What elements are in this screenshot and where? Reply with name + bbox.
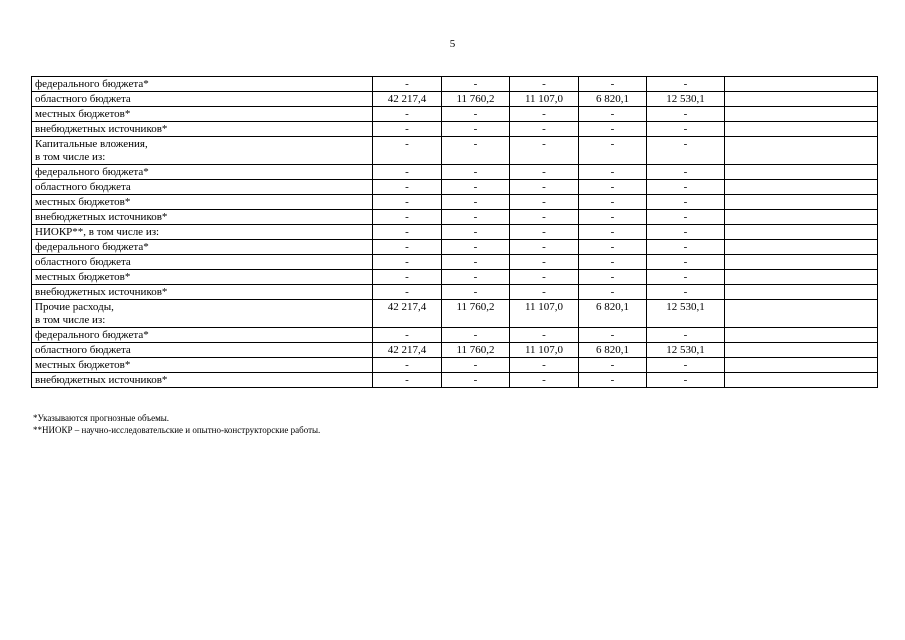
- value-cell: 6 820,1: [579, 343, 647, 358]
- row-label-line: местных бюджетов*: [35, 359, 131, 371]
- value-cell: -: [647, 225, 725, 240]
- table-row: [32, 300, 878, 328]
- footnote: **НИОКР – научно-исследовательские и опытно-конструкторские работы.: [33, 425, 321, 435]
- value-cell: -: [373, 77, 442, 92]
- row-label-line: в том числе из:: [35, 151, 106, 163]
- table-row: [32, 77, 878, 92]
- row-label: [32, 180, 373, 195]
- value-cell: -: [442, 137, 510, 165]
- value-cell: -: [373, 210, 442, 225]
- value-cell: -: [442, 225, 510, 240]
- value-cell: 42 217,4: [373, 343, 442, 358]
- table-row: [32, 328, 878, 343]
- value-cell: -: [579, 165, 647, 180]
- note-cell: [725, 122, 878, 137]
- value-cell: -: [510, 107, 579, 122]
- row-label: [32, 270, 373, 285]
- value-cell: -: [442, 270, 510, 285]
- value-cell: 11 107,0: [510, 300, 579, 328]
- row-label: [32, 77, 373, 92]
- value-cell: -: [442, 255, 510, 270]
- page-number: 5: [449, 38, 456, 50]
- value-cell: 11 760,2: [442, 343, 510, 358]
- note-cell: [725, 240, 878, 255]
- value-cell: -: [442, 240, 510, 255]
- value-cell: -: [579, 210, 647, 225]
- value-cell: 6 820,1: [579, 300, 647, 328]
- row-label: [32, 328, 373, 343]
- value-cell: -: [647, 195, 725, 210]
- value-cell: -: [647, 270, 725, 285]
- row-label-line: внебюджетных источников*: [35, 286, 168, 298]
- row-label: [32, 165, 373, 180]
- value-cell: -: [579, 195, 647, 210]
- value-cell: -: [510, 225, 579, 240]
- value-cell: 42 217,4: [373, 92, 442, 107]
- value-cell: 11 107,0: [510, 92, 579, 107]
- value-cell: -: [510, 240, 579, 255]
- value-cell: -: [510, 165, 579, 180]
- value-cell: -: [373, 373, 442, 388]
- value-cell: 12 530,1: [647, 300, 725, 328]
- value-cell: -: [373, 240, 442, 255]
- value-cell: -: [442, 373, 510, 388]
- value-cell: -: [442, 285, 510, 300]
- value-cell: -: [647, 137, 725, 165]
- value-cell: -: [647, 165, 725, 180]
- value-cell: -: [647, 210, 725, 225]
- note-cell: [725, 270, 878, 285]
- value-cell: -: [373, 137, 442, 165]
- value-cell: -: [579, 137, 647, 165]
- table-row: [32, 210, 878, 225]
- row-label-line: федерального бюджета*: [35, 166, 149, 178]
- note-cell: [725, 195, 878, 210]
- value-cell: -: [442, 107, 510, 122]
- table-row: [32, 255, 878, 270]
- note-cell: [725, 107, 878, 122]
- row-label-line: областного бюджета: [35, 181, 131, 193]
- row-label-line: местных бюджетов*: [35, 196, 131, 208]
- value-cell: -: [647, 77, 725, 92]
- value-cell: -: [579, 225, 647, 240]
- value-cell: 42 217,4: [373, 300, 442, 328]
- row-label-line: областного бюджета: [35, 93, 131, 105]
- table-row: [32, 240, 878, 255]
- value-cell: -: [579, 285, 647, 300]
- value-cell: -: [579, 122, 647, 137]
- value-cell: -: [510, 358, 579, 373]
- note-cell: [725, 165, 878, 180]
- value-cell: -: [442, 195, 510, 210]
- note-cell: [725, 300, 878, 328]
- value-cell: -: [442, 328, 510, 343]
- value-cell: -: [373, 255, 442, 270]
- value-cell: -: [373, 358, 442, 373]
- row-label: [32, 195, 373, 210]
- table-body: [32, 77, 878, 388]
- value-cell: -: [510, 270, 579, 285]
- note-cell: [725, 225, 878, 240]
- value-cell: -: [510, 373, 579, 388]
- value-cell: -: [647, 107, 725, 122]
- value-cell: 11 760,2: [442, 300, 510, 328]
- row-label: [32, 373, 373, 388]
- note-cell: [725, 210, 878, 225]
- row-label-line: федерального бюджета*: [35, 241, 149, 253]
- row-label: [32, 225, 373, 240]
- note-cell: [725, 358, 878, 373]
- row-label-line: внебюджетных источников*: [35, 123, 168, 135]
- value-cell: -: [442, 77, 510, 92]
- table-row: [32, 343, 878, 358]
- value-cell: -: [510, 328, 579, 343]
- row-label: [32, 122, 373, 137]
- row-label-line: Капитальные вложения,: [35, 138, 148, 150]
- value-cell: -: [373, 195, 442, 210]
- note-cell: [725, 92, 878, 107]
- value-cell: -: [442, 165, 510, 180]
- row-label-line: федерального бюджета*: [35, 78, 149, 90]
- row-label: [32, 107, 373, 122]
- value-cell: -: [510, 137, 579, 165]
- row-label: [32, 92, 373, 107]
- table-row: [32, 195, 878, 210]
- value-cell: -: [373, 328, 442, 343]
- note-cell: [725, 373, 878, 388]
- value-cell: -: [373, 122, 442, 137]
- value-cell: -: [579, 255, 647, 270]
- value-cell: -: [579, 358, 647, 373]
- value-cell: -: [510, 255, 579, 270]
- value-cell: -: [442, 122, 510, 137]
- row-label-line: внебюджетных источников*: [35, 211, 168, 223]
- row-label-line: федерального бюджета*: [35, 329, 149, 341]
- footnote: *Указываются прогнозные объемы.: [33, 413, 170, 423]
- table-row: [32, 180, 878, 195]
- row-label: [32, 137, 373, 165]
- value-cell: -: [579, 270, 647, 285]
- table-row: [32, 92, 878, 107]
- row-label-line: местных бюджетов*: [35, 108, 131, 120]
- row-label: [32, 343, 373, 358]
- value-cell: -: [647, 328, 725, 343]
- value-cell: -: [647, 122, 725, 137]
- row-label: [32, 210, 373, 225]
- value-cell: -: [647, 285, 725, 300]
- value-cell: -: [647, 255, 725, 270]
- note-cell: [725, 255, 878, 270]
- note-cell: [725, 328, 878, 343]
- row-label-line: Прочие расходы,: [35, 301, 114, 313]
- note-cell: [725, 285, 878, 300]
- value-cell: 12 530,1: [647, 92, 725, 107]
- value-cell: -: [647, 373, 725, 388]
- value-cell: -: [373, 225, 442, 240]
- row-label-line: внебюджетных источников*: [35, 374, 168, 386]
- note-cell: [725, 77, 878, 92]
- table-row: [32, 358, 878, 373]
- footnotes: [33, 412, 320, 436]
- value-cell: -: [373, 180, 442, 195]
- value-cell: -: [373, 285, 442, 300]
- value-cell: -: [510, 122, 579, 137]
- row-label-line: в том числе из:: [35, 314, 106, 326]
- value-cell: -: [579, 328, 647, 343]
- value-cell: 6 820,1: [579, 92, 647, 107]
- value-cell: -: [647, 180, 725, 195]
- row-label: [32, 285, 373, 300]
- table-row: [32, 107, 878, 122]
- value-cell: -: [579, 107, 647, 122]
- row-label: [32, 300, 373, 328]
- table-row: [32, 137, 878, 165]
- row-label-line: областного бюджета: [35, 256, 131, 268]
- note-cell: [725, 137, 878, 165]
- value-cell: 11 760,2: [442, 92, 510, 107]
- table-row: [32, 270, 878, 285]
- note-cell: [725, 180, 878, 195]
- value-cell: -: [442, 358, 510, 373]
- value-cell: -: [373, 165, 442, 180]
- value-cell: -: [442, 210, 510, 225]
- value-cell: -: [373, 270, 442, 285]
- value-cell: -: [579, 77, 647, 92]
- value-cell: -: [579, 373, 647, 388]
- row-label-line: областного бюджета: [35, 344, 131, 356]
- table-row: [32, 373, 878, 388]
- value-cell: -: [510, 195, 579, 210]
- value-cell: -: [510, 180, 579, 195]
- table-row: [32, 285, 878, 300]
- value-cell: -: [373, 107, 442, 122]
- value-cell: -: [647, 240, 725, 255]
- row-label-line: местных бюджетов*: [35, 271, 131, 283]
- value-cell: -: [647, 358, 725, 373]
- value-cell: 12 530,1: [647, 343, 725, 358]
- value-cell: 11 107,0: [510, 343, 579, 358]
- row-label: [32, 358, 373, 373]
- value-cell: -: [510, 210, 579, 225]
- row-label: [32, 240, 373, 255]
- note-cell: [725, 343, 878, 358]
- table-row: [32, 122, 878, 137]
- row-label: [32, 255, 373, 270]
- row-label-line: НИОКР**, в том числе из:: [35, 226, 160, 238]
- value-cell: -: [510, 285, 579, 300]
- table-row: [32, 165, 878, 180]
- value-cell: -: [579, 180, 647, 195]
- value-cell: -: [510, 77, 579, 92]
- value-cell: -: [579, 240, 647, 255]
- budget-table: [31, 76, 878, 388]
- value-cell: -: [442, 180, 510, 195]
- table-row: [32, 225, 878, 240]
